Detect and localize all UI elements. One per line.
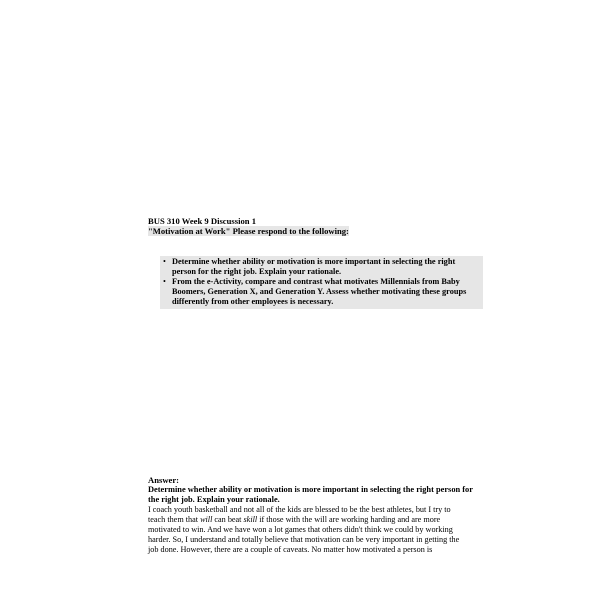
question-line: From the e-Activity, compare and contrast what motivates Millennials from Baby bbox=[172, 277, 460, 286]
discussion-prompt-text: "Motivation at Work" Please respond to the following: bbox=[148, 226, 349, 236]
answer-text-segment: can beat bbox=[212, 515, 244, 524]
question-item bbox=[163, 277, 483, 307]
discussion-prompt bbox=[148, 226, 488, 236]
answer-body-line bbox=[148, 515, 488, 525]
answer-body-line: job done. However, there are a couple of caveats. No matter how motivated a person is bbox=[148, 545, 433, 554]
question-line: differently from other employees is necessary. bbox=[172, 297, 334, 306]
bullet-icon: • bbox=[163, 257, 166, 266]
answer-section bbox=[148, 475, 488, 555]
answer-body bbox=[148, 505, 488, 555]
bullet-icon: • bbox=[163, 277, 166, 286]
question-line: person for the right job. Explain your rationale. bbox=[172, 267, 342, 276]
answer-text-segment: teach them that bbox=[148, 515, 201, 524]
question-list bbox=[160, 257, 483, 307]
answer-label: Answer: bbox=[148, 475, 180, 485]
question-list-box bbox=[160, 256, 483, 309]
answer-body-line: harder. So, I understand and totally believe that motivation can be very important in getting the bbox=[148, 535, 460, 544]
answer-question-line: Determine whether ability or motivation is more important in selecting the right person for bbox=[148, 485, 473, 494]
answer-body-line: I coach youth basketball and not all of the kids are blessed to be the best athletes, but I try to bbox=[148, 505, 451, 514]
discussion-header bbox=[148, 216, 488, 236]
question-line: Boomers, Generation X, and Generation Y. Assess whether motivating these groups bbox=[172, 287, 467, 296]
answer-text-segment: if those with the will are working harding and are more bbox=[257, 515, 441, 524]
answer-question-line: the right job. Explain your rationale. bbox=[148, 495, 280, 504]
emphasis-will: will bbox=[200, 515, 213, 524]
question-item bbox=[163, 257, 483, 277]
document-title: BUS 310 Week 9 Discussion 1 bbox=[148, 216, 257, 226]
emphasis-skill: skill bbox=[243, 515, 258, 524]
answer-question bbox=[148, 485, 488, 505]
answer-body-line: motivated to win. And we have won a lot games that others didn't think we could by working bbox=[148, 525, 453, 534]
question-line: Determine whether ability or motivation is more important in selecting the right bbox=[172, 257, 456, 266]
